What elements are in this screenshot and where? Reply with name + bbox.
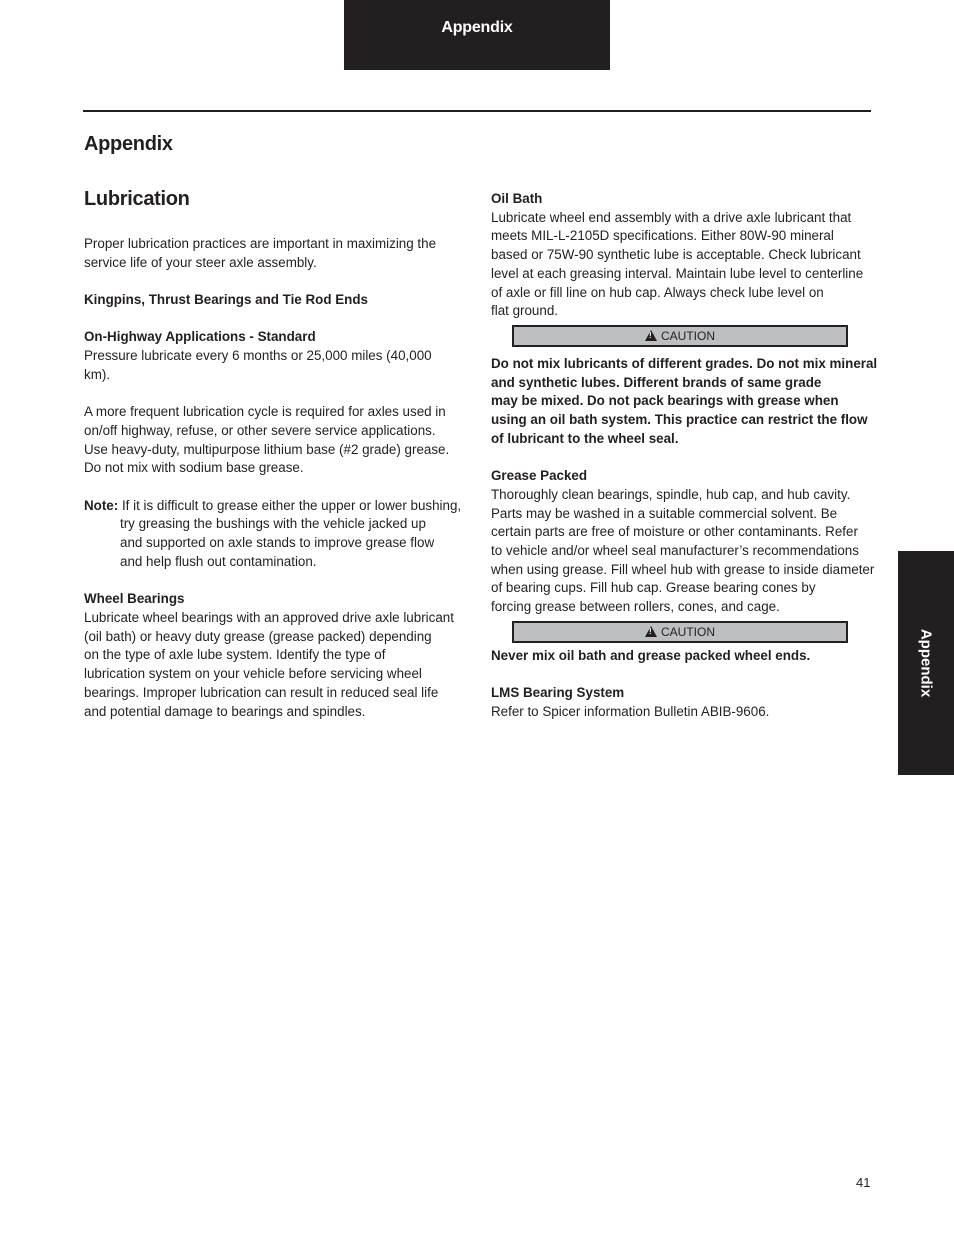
lms-paragraph: Refer to Spicer information Bulletin ABIB-9606. [491, 703, 770, 719]
grease-packed-paragraph: Thoroughly clean bearings, spindle, hub cap, and hub cavity. Parts may be washed in a suitable commercial solvent. Be certain parts are free of moisture or other contaminants. Refer to vehicle and/or wheel seal manufacturer’s recommendations when using grease. Fill wheel hub with grease to inside diameter of bearing cups. Fill hub cap. Grease bearing cones by forcing grease between rollers, cones, and cage. [491, 486, 875, 615]
wheel-bearings-paragraph: Lubricate wheel bearings with an approved drive axle lubricant (oil bath) or heavy duty grease (grease packed) depending on the type of axle lube system. Identify the type of lubrication system on your vehicle before servicing wheel bearings. Improper lubrication can result in reduced seal life and potential damage to bearings and spindles. [84, 609, 454, 719]
oil-bath-heading: Oil Bath [491, 191, 543, 206]
caution-banner [512, 325, 848, 347]
onhighway-paragraph: Pressure lubricate every 6 months or 25,000 miles (40,000 km). [84, 348, 432, 382]
onhighway-heading: On-Highway Applications - Standard [84, 329, 316, 345]
oil-bath-paragraph: Lubricate wheel end assembly with a drive axle lubricant that meets MIL-L-2105D specifications. Either 80W-90 mineral based or 75W-90 synthetic lube is acceptable. Check lubricant level at each greasing interval. Maintain lube level to centerline of axle or fill line on hub cap. Always check lube level on flat ground. [491, 209, 864, 319]
caution-text: Do not mix lubricants of different grades. Do not mix mineral and synthetic lubes. Different brands of same grade may be mixed. Do not pack bearings with grease when using an oil bath system. This practice can restrict the flow of lubricant to the wheel seal. [491, 355, 878, 446]
caution-label: CAUTION [661, 328, 715, 343]
side-section-tab [898, 551, 954, 775]
page-heading: Appendix [84, 133, 173, 155]
caution-banner [512, 621, 848, 643]
lms-heading: LMS Bearing System [491, 685, 625, 701]
section-heading: Lubrication [84, 188, 190, 210]
frequent-paragraph: A more frequent lubrication cycle is required for axles used in on/off highway, refuse, or other severe service applications. Use heavy-duty, multipurpose lithium base (#2 grade) grease. Do not mix with sodium base grease. [84, 404, 450, 476]
note-block: Note: If it is difficult to grease either the upper or lower bushing, try greasing the bushings with the vehicle jacked up and supported on axle stands to improve grease flow and help flush out contamination. [84, 497, 462, 569]
wheel-bearings-heading: Wheel Bearings [84, 591, 185, 607]
header-tab-label: Appendix [441, 19, 513, 36]
warning-icon [645, 626, 657, 637]
header-section-tab [344, 0, 610, 70]
intro-paragraph: Proper lubrication practices are important in maximizing the service life of your steer axle assembly. [84, 236, 437, 270]
kingpins-heading: Kingpins, Thrust Bearings and Tie Rod Ends [84, 292, 368, 308]
caution-label: CAUTION [661, 624, 715, 639]
right-column [491, 190, 878, 722]
note-label: Note: [84, 497, 119, 513]
left-column [84, 235, 462, 721]
caution-text: Never mix oil bath and grease packed wheel ends. [491, 647, 811, 663]
grease-packed-heading: Grease Packed [491, 468, 588, 484]
header-rule [83, 110, 871, 112]
side-tab-label: Appendix [917, 628, 935, 698]
warning-icon [645, 330, 657, 341]
page-number: 41 [856, 1175, 871, 1190]
